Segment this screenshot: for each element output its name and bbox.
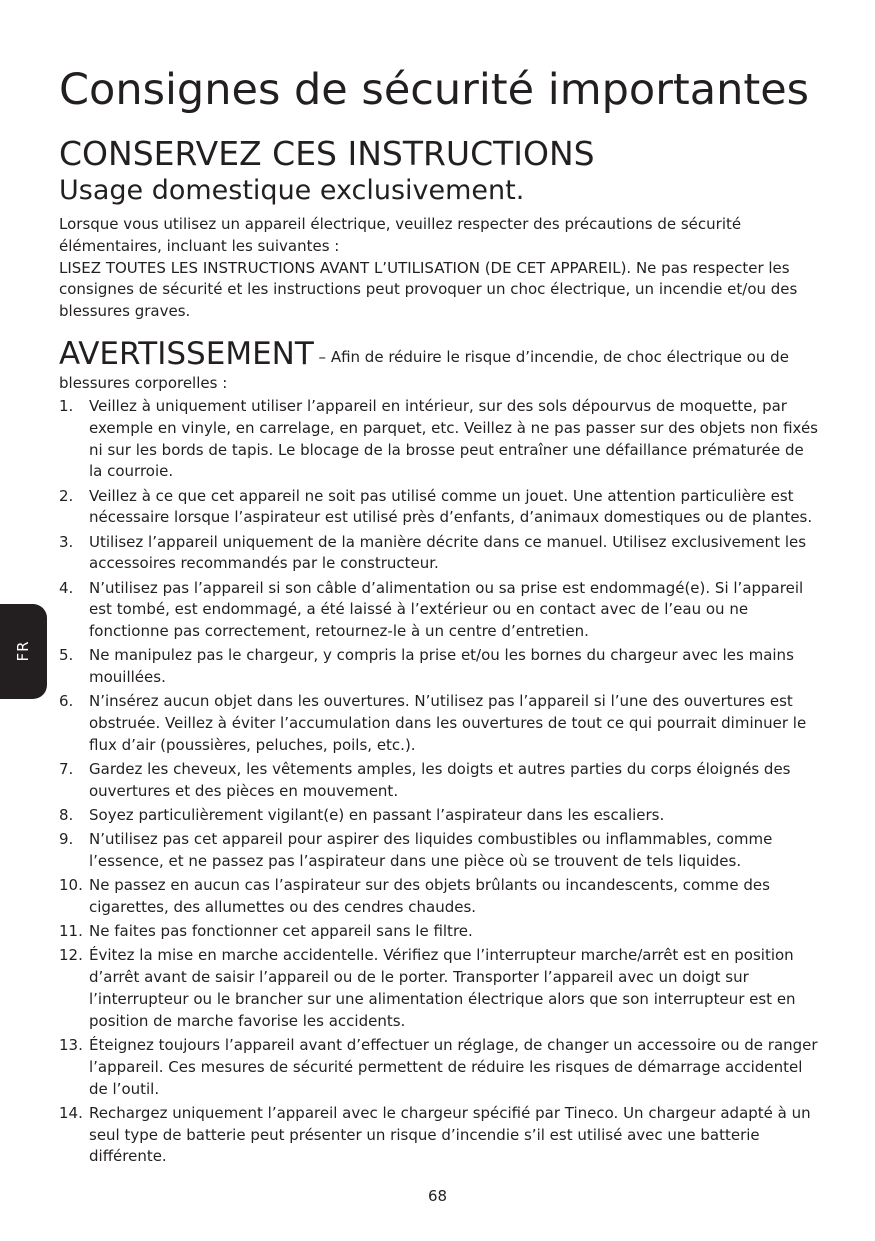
list-item-number: 4. — [59, 578, 74, 597]
list-item — [59, 945, 819, 1032]
warning-heading: AVERTISSEMENT — [59, 336, 314, 372]
list-item-text: Ne manipulez pas le chargeur, y compris la prise et/ou les bornes du chargeur avec les mains mouillées. — [89, 646, 794, 687]
list-item — [59, 532, 819, 576]
intro-paragraph-1: Lorsque vous utilisez un appareil électrique, veuillez respecter des précautions de sécurité élémentaires, incluant les suivantes : — [59, 215, 742, 255]
list-item-number: 6. — [59, 692, 74, 711]
list-item-text: Utilisez l’appareil uniquement de la manière décrite dans ce manuel. Utilisez exclusivement les accessoires recommandés par le constructeur. — [89, 532, 807, 573]
list-item — [59, 486, 819, 530]
list-item-text: N’utilisez pas cet appareil pour aspirer des liquides combustibles ou inflammables, comme l’essence, et ne passez pas l’aspirateur dans une pièce où se trouvent de tels liquides. — [89, 830, 773, 871]
keep-instructions-heading: CONSERVEZ CES INSTRUCTIONS — [59, 134, 595, 173]
list-item-text: Éteignez toujours l’appareil avant d’effectuer un réglage, de changer un accessoire ou de ranger l’appareil. Ces mesures de sécurité permettent de réduire les risques de démarrage accidentel de l’outil. — [89, 1036, 818, 1098]
list-item-number: 11. — [59, 922, 83, 941]
household-use-heading: Usage domestique exclusivement. — [59, 175, 525, 206]
list-item-number: 7. — [59, 760, 74, 779]
list-item-text: N’insérez aucun objet dans les ouvertures. N’utilisez pas l’appareil si l’une des ouvertures est obstruée. Veillez à éviter l’accumulation dans les ouvertures de tout ce qui pourrait diminuer le flux d’air (poussières, peluches, poils, etc.). — [89, 692, 807, 754]
list-item — [59, 875, 819, 919]
list-item-number: 3. — [59, 532, 74, 551]
list-item-text: Rechargez uniquement l’appareil avec le chargeur spécifié par Tineco. Un chargeur adapté à un seul type de batterie peut présenter un risque d’incendie s’il est utilisé avec une batterie différente. — [89, 1103, 811, 1166]
list-item — [59, 1103, 819, 1168]
intro-paragraph-2: LISEZ TOUTES LES INSTRUCTIONS AVANT L’UTILISATION (DE CET APPAREIL). Ne pas respecter les consignes de sécurité et les instructions peut provoquer un choc électrique, un incendie et/ou des blessures graves. — [59, 258, 798, 321]
list-item — [59, 691, 819, 756]
intro-block — [59, 214, 819, 323]
list-item — [59, 759, 819, 803]
list-item-number: 9. — [59, 830, 74, 849]
list-item — [59, 645, 819, 689]
page-number: 68 — [427, 1187, 448, 1205]
list-item — [59, 921, 819, 943]
list-item-number: 8. — [59, 806, 74, 825]
list-item-text: Ne passez en aucun cas l’aspirateur sur des objets brûlants ou incandescents, comme des cigarettes, des allumettes ou des cendres chaudes. — [89, 876, 770, 917]
language-tab — [0, 604, 47, 699]
list-item-number: 2. — [59, 486, 74, 505]
list-item-text: Veillez à uniquement utiliser l’appareil en intérieur, sur des sols dépourvus de moquette, par exemple en vinyle, en carrelage, en parquet, etc. Veillez à ne pas passer sur des objets non fixés ni sur les bords de tapis. Le blocage de la brosse peut entraîner une défaillance prématurée de la courroie. — [89, 397, 818, 481]
list-item-text: Veillez à ce que cet appareil ne soit pas utilisé comme un jouet. Une attention particulière est nécessaire lorsque l’aspirateur est utilisé près d’enfants, d’animaux domestiques ou de plantes. — [89, 486, 813, 527]
list-item-text: Ne faites pas fonctionner cet appareil sans le filtre. — [89, 922, 473, 941]
list-item-number: 5. — [59, 646, 74, 665]
list-item — [59, 829, 819, 873]
list-item — [59, 1035, 819, 1100]
warning-text: – Afin de réduire le risque d’incendie, de choc électrique ou de blessures corporelles : — [59, 348, 789, 392]
language-tab-label: FR — [14, 640, 32, 662]
list-item-number: 13. — [59, 1036, 83, 1054]
safety-list — [59, 396, 819, 1171]
list-item — [59, 578, 819, 643]
warning-block — [59, 336, 819, 394]
list-item-number: 10. — [59, 876, 83, 895]
list-item-number: 12. — [59, 946, 83, 965]
list-item-text: Gardez les cheveux, les vêtements amples, les doigts et autres parties du corps éloignés des ouvertures et des pièces en mouvement. — [89, 760, 791, 800]
list-item-number: 1. — [59, 397, 74, 415]
list-item — [59, 805, 819, 827]
list-item-text: Évitez la mise en marche accidentelle. Vérifiez que l’interrupteur marche/arrêt est en position d’arrêt avant de saisir l’appareil ou de le porter. Transporter l’appareil avec un doigt sur l’interrupteur ou le brancher sur une alimentation électrique alors que son interrupteur est en position de marche favorise les accidents. — [89, 946, 796, 1030]
list-item-number: 14. — [59, 1103, 83, 1122]
list-item-text: Soyez particulièrement vigilant(e) en passant l’aspirateur dans les escaliers. — [89, 806, 665, 825]
page-title: Consignes de sécurité importantes — [59, 65, 810, 115]
list-item-text: N’utilisez pas l’appareil si son câble d’alimentation ou sa prise est endommagé(e). Si l’appareil est tombé, est endommagé, a été laissé à l’extérieur ou en contact avec de l’eau ou ne fonctionne pas correctement, retournez-le à un centre d’entretien. — [89, 578, 804, 641]
list-item — [59, 396, 819, 483]
